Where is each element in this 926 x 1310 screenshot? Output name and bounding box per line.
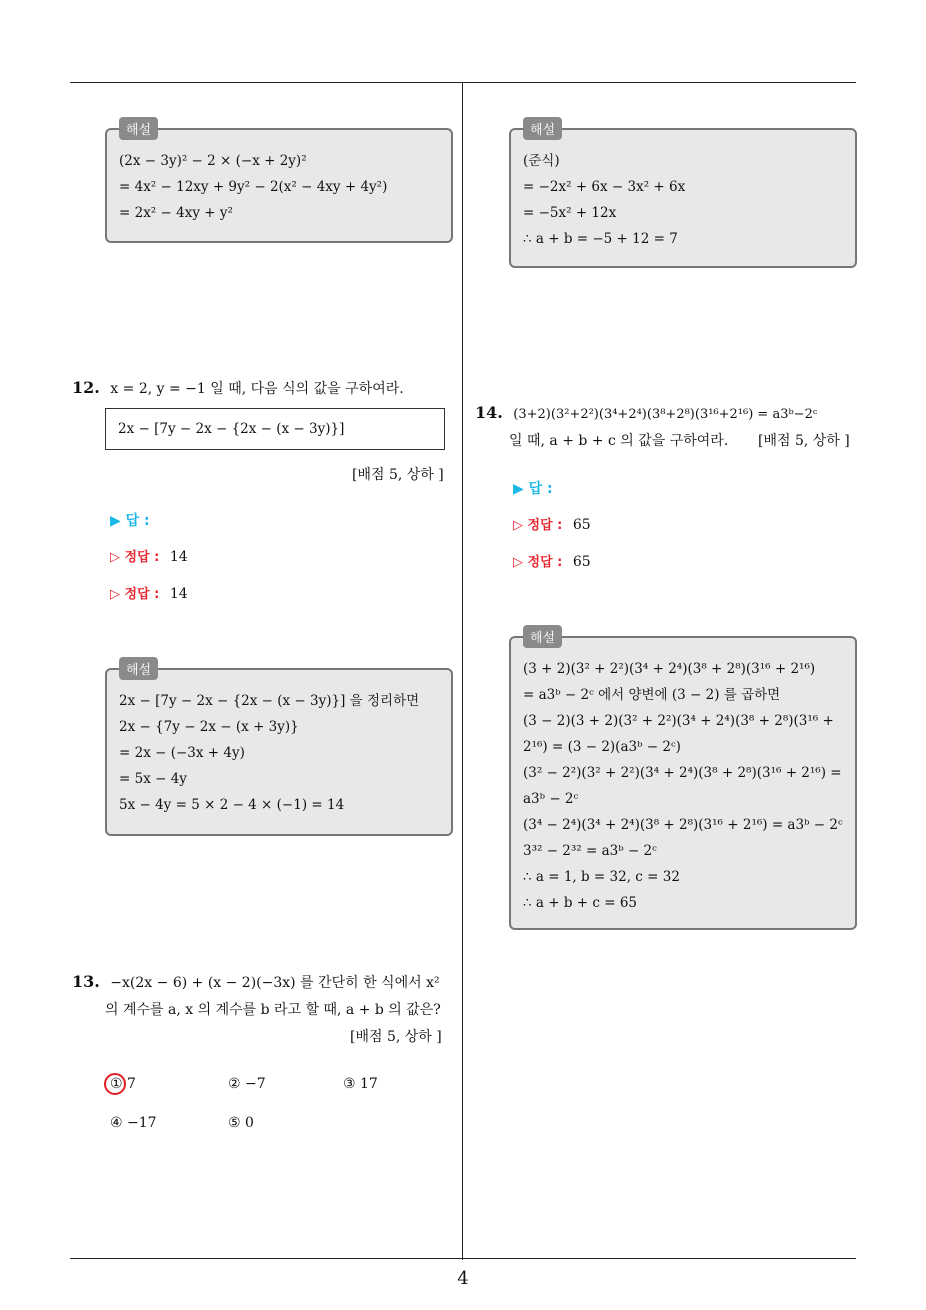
- explanation-line: ∴ a + b + c = 65: [523, 895, 637, 911]
- question-text: x = 2, y = −1 일 때, 다음 식의 값을 구하여라.: [110, 381, 404, 397]
- explanation-tag: 해설: [523, 625, 562, 648]
- top-rule: [70, 82, 856, 83]
- question-number: 14.: [475, 403, 503, 422]
- explanation-line: 5x − 4y = 5 × 2 − 4 × (−1) = 14: [119, 797, 345, 813]
- answer-label: ▶ 답 :: [513, 481, 553, 497]
- explanation-box-12: [105, 663, 453, 836]
- explanation-line: = 4x² − 12xy + 9y² − 2(x² − 4xy + 4y²): [119, 179, 388, 195]
- explanation-line: (3 − 2)(3 + 2)(3² + 2²)(3⁴ + 2⁴)(3⁸ + 2⁸)(3¹⁶ +: [523, 713, 834, 729]
- choice-3[interactable]: ③ 17: [343, 1076, 378, 1092]
- correct-answer-1: [513, 514, 591, 533]
- bottom-rule: [70, 1258, 856, 1259]
- explanation-line: = 2x² − 4xy + y²: [119, 205, 233, 221]
- correct-answer-value: 14: [169, 586, 188, 602]
- explanation-line: 2¹⁶) = (3 − 2)(a3ᵇ − 2ᶜ): [523, 739, 681, 755]
- correct-answer-2: [513, 551, 591, 570]
- points-label: [배점 5, 상하 ]: [350, 1029, 442, 1045]
- question-text-line2: 의 계수를 a, x 의 계수를 b 라고 할 때, a + b 의 값은?: [105, 1002, 441, 1018]
- explanation-tag: 해설: [523, 117, 562, 140]
- explanation-line: = 2x − (−3x + 4y): [119, 745, 245, 761]
- explanation-tag: 해설: [119, 657, 158, 680]
- expression-box: 2x − [7y − 2x − {2x − (x − 3y)}]: [105, 408, 445, 450]
- explanation-line: 3³² − 2³² = a3ᵇ − 2ᶜ: [523, 843, 657, 859]
- explanation-line: = −5x² + 12x: [523, 205, 617, 221]
- explanation-line: 2x − [7y − 2x − {2x − (x − 3y)}] 을 정리하면: [119, 693, 420, 709]
- question-text: (3+2)(3²+2²)(3⁴+2⁴)(3⁸+2⁸)(3¹⁶+2¹⁶) = a3ᵇ−2ᶜ: [513, 407, 818, 422]
- question-text: −x(2x − 6) + (x − 2)(−3x) 를 간단히 한 식에서 x²: [110, 975, 440, 991]
- question-number: 12.: [72, 378, 100, 397]
- explanation-line: = 5x − 4y: [119, 771, 187, 787]
- explanation-line: (3² − 2²)(3² + 2²)(3⁴ + 2⁴)(3⁸ + 2⁸)(3¹⁶ + 2¹⁶) =: [523, 765, 842, 781]
- explanation-line: a3ᵇ − 2ᶜ: [523, 791, 579, 807]
- explanation-tag: 해설: [119, 117, 158, 140]
- explanation-line: (준식): [523, 153, 560, 169]
- choice-4[interactable]: ④ −17: [110, 1115, 157, 1131]
- correct-answer-value: 65: [572, 517, 591, 533]
- explanation-box-11: [105, 123, 453, 243]
- choice-5[interactable]: ⑤ 0: [228, 1115, 254, 1131]
- explanation-line: (3 + 2)(3² + 2²)(3⁴ + 2⁴)(3⁸ + 2⁸)(3¹⁶ + 2¹⁶): [523, 661, 816, 677]
- explanation-line: = a3ᵇ − 2ᶜ 에서 양변에 (3 − 2) 를 곱하면: [523, 687, 781, 703]
- correct-answer-1: [110, 546, 188, 565]
- correct-answer-label: ▷ 정답 :: [110, 550, 160, 565]
- choice-2[interactable]: ② −7: [228, 1076, 266, 1092]
- correct-answer-value: 65: [572, 554, 591, 570]
- column-divider: [462, 83, 463, 1260]
- question-13: [72, 972, 440, 992]
- explanation-line: (3⁴ − 2⁴)(3⁴ + 2⁴)(3⁸ + 2⁸)(3¹⁶ + 2¹⁶) = a3ᵇ − 2ᶜ: [523, 817, 843, 833]
- explanation-box-14: [509, 631, 857, 930]
- points-label: [배점 5, 상하 ]: [758, 433, 850, 449]
- explanation-line: ∴ a + b = −5 + 12 = 7: [523, 231, 678, 247]
- explanation-line: = −2x² + 6x − 3x² + 6x: [523, 179, 686, 195]
- question-12: [72, 378, 404, 398]
- question-text-line2: 일 때, a + b + c 의 값을 구하여라.: [509, 433, 729, 449]
- points-label: [배점 5, 상하 ]: [352, 467, 444, 483]
- explanation-box-13: [509, 123, 857, 268]
- explanation-line: ∴ a = 1, b = 32, c = 32: [523, 869, 680, 885]
- correct-answer-value: 14: [169, 549, 188, 565]
- explanation-line: (2x − 3y)² − 2 × (−x + 2y)²: [119, 153, 307, 169]
- choice-1[interactable]: ① 7: [110, 1076, 136, 1092]
- correct-answer-label: ▷ 정답 :: [513, 555, 563, 570]
- page-number: 4: [457, 1268, 469, 1289]
- question-number: 13.: [72, 972, 100, 991]
- correct-answer-2: [110, 583, 188, 602]
- correct-answer-label: ▷ 정답 :: [513, 518, 563, 533]
- explanation-line: 2x − {7y − 2x − (x + 3y)}: [119, 719, 299, 735]
- question-14: [475, 403, 817, 422]
- answer-label: ▶ 답 :: [110, 513, 150, 529]
- correct-answer-label: ▷ 정답 :: [110, 587, 160, 602]
